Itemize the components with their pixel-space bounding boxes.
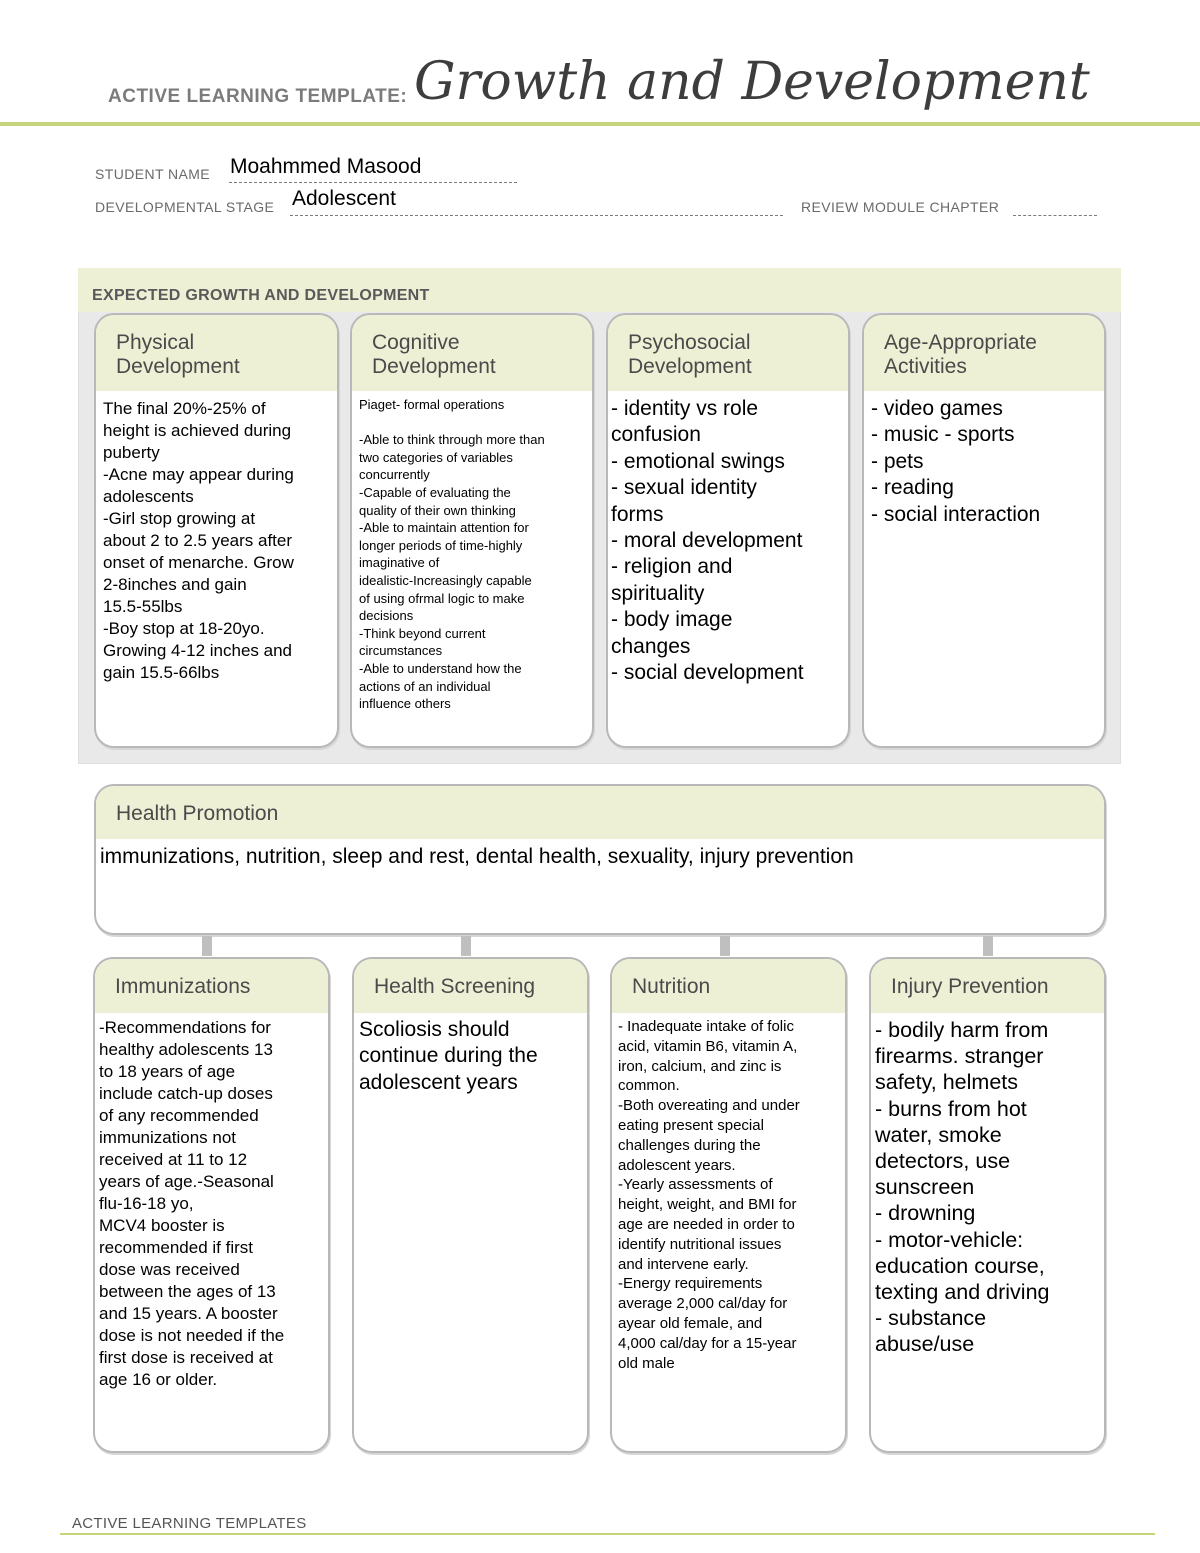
injury-prevention-card (869, 957, 1106, 1453)
page-title: Growth and Development (414, 52, 1090, 112)
immunizations-card (93, 957, 330, 1453)
footer-label: ACTIVE LEARNING TEMPLATES (72, 1515, 307, 1532)
health-screening-text[interactable]: Scoliosis should continue during the adolescent years (359, 1018, 538, 1094)
connector-injury-prevention (983, 936, 993, 956)
immunizations-text[interactable]: -Recommendations for healthy adolescents 13 to 18 years of age include catch-up doses of any recommended immunizations not received at 11 to 12 years of age.-Seasonal flu-16-18 yo, MCV4 booster is recommended if first dose was received between the ages of 13 and 15 years. A booster dose is not needed if the first dose is received at age 16 or older. (99, 1018, 285, 1389)
health-screening-card (352, 957, 589, 1453)
cognitive-development-card (350, 313, 594, 748)
health-promotion-title: Health Promotion (96, 786, 1104, 839)
nutrition-card (610, 957, 847, 1453)
student-name-label: STUDENT NAME (95, 166, 210, 182)
psychosocial-development-title: Psychosocial Development (608, 315, 848, 391)
nutrition-text[interactable]: - Inadequate intake of folic acid, vitamin B6, vitamin A, iron, calcium, and zinc is common. -Both overeating and under eating present special challenges during the adolescent years. -Yearly assessments of height, weight, and BMI for age are needed in order to identify nutritional issues and intervene early. -Energy requirements average 2,000 cal/day for ayear old female, and 4,000 cal/day for a 15-year old male (618, 1018, 800, 1372)
expected-growth-title: EXPECTED GROWTH AND DEVELOPMENT (92, 287, 430, 304)
age-appropriate-activities-text[interactable]: - video games - music - sports - pets - reading - social interaction (871, 397, 1041, 526)
cognitive-development-text[interactable]: Piaget- formal operations -Able to think through more than two categories of variables concurrently -Capable of evaluating the quality of their own thinking -Able to maintain attention for longer periods of time-highly imaginative of idealistic-Increasingly capable of using ofrmal logic to make decisions -Think beyond current circumstances -Able to understand how the actions of an individual influence others (359, 397, 545, 712)
psychosocial-development-text[interactable]: - identity vs role confusion - emotional swings - sexual identity forms - moral development - religion and spirituality - body image changes - social development (611, 397, 804, 685)
health-promotion-card (94, 784, 1106, 935)
age-appropriate-activities-title: Age-Appropriate Activities (864, 315, 1104, 391)
connector-health-screening (461, 936, 471, 956)
developmental-stage-underline (290, 215, 783, 216)
immunizations-title: Immunizations (95, 959, 328, 1013)
cognitive-development-title: Cognitive Development (352, 315, 592, 391)
template-label: ACTIVE LEARNING TEMPLATE: (108, 86, 408, 107)
nutrition-title: Nutrition (612, 959, 845, 1013)
injury-prevention-title: Injury Prevention (871, 959, 1104, 1013)
age-appropriate-activities-card (862, 313, 1106, 748)
physical-development-card (94, 313, 339, 748)
review-module-underline (1013, 215, 1097, 216)
health-screening-title: Health Screening (354, 959, 587, 1013)
health-promotion-text[interactable]: immunizations, nutrition, sleep and rest, dental health, sexuality, injury prevention (100, 845, 854, 868)
review-module-label: REVIEW MODULE CHAPTER (801, 199, 1000, 215)
injury-prevention-text[interactable]: - bodily harm from firearms. stranger safety, helmets - burns from hot water, smoke detectors, use sunscreen - drowning - motor-vehicle: education course, texting and driving - substance abuse/use (875, 1018, 1050, 1357)
student-name-field[interactable]: Moahmmed Masood (230, 155, 422, 178)
connector-nutrition (720, 936, 730, 956)
psychosocial-development-card (606, 313, 850, 748)
physical-development-text[interactable]: The final 20%-25% of height is achieved during puberty -Acne may appear during adolescents -Girl stop growing at about 2 to 2.5 years after onset of menarche. Grow 2-8inches and gain 15.5-55lbs -Boy stop at 18-20yo. Growing 4-12 inches and gain 15.5-66lbs (103, 399, 294, 682)
header-rule (0, 122, 1200, 126)
connector-immunizations (202, 936, 212, 956)
developmental-stage-field[interactable]: Adolescent (292, 187, 396, 210)
footer-rule (60, 1533, 1155, 1535)
developmental-stage-label: DEVELOPMENTAL STAGE (95, 199, 275, 215)
physical-development-title: Physical Development (96, 315, 337, 391)
student-name-underline (229, 182, 517, 183)
